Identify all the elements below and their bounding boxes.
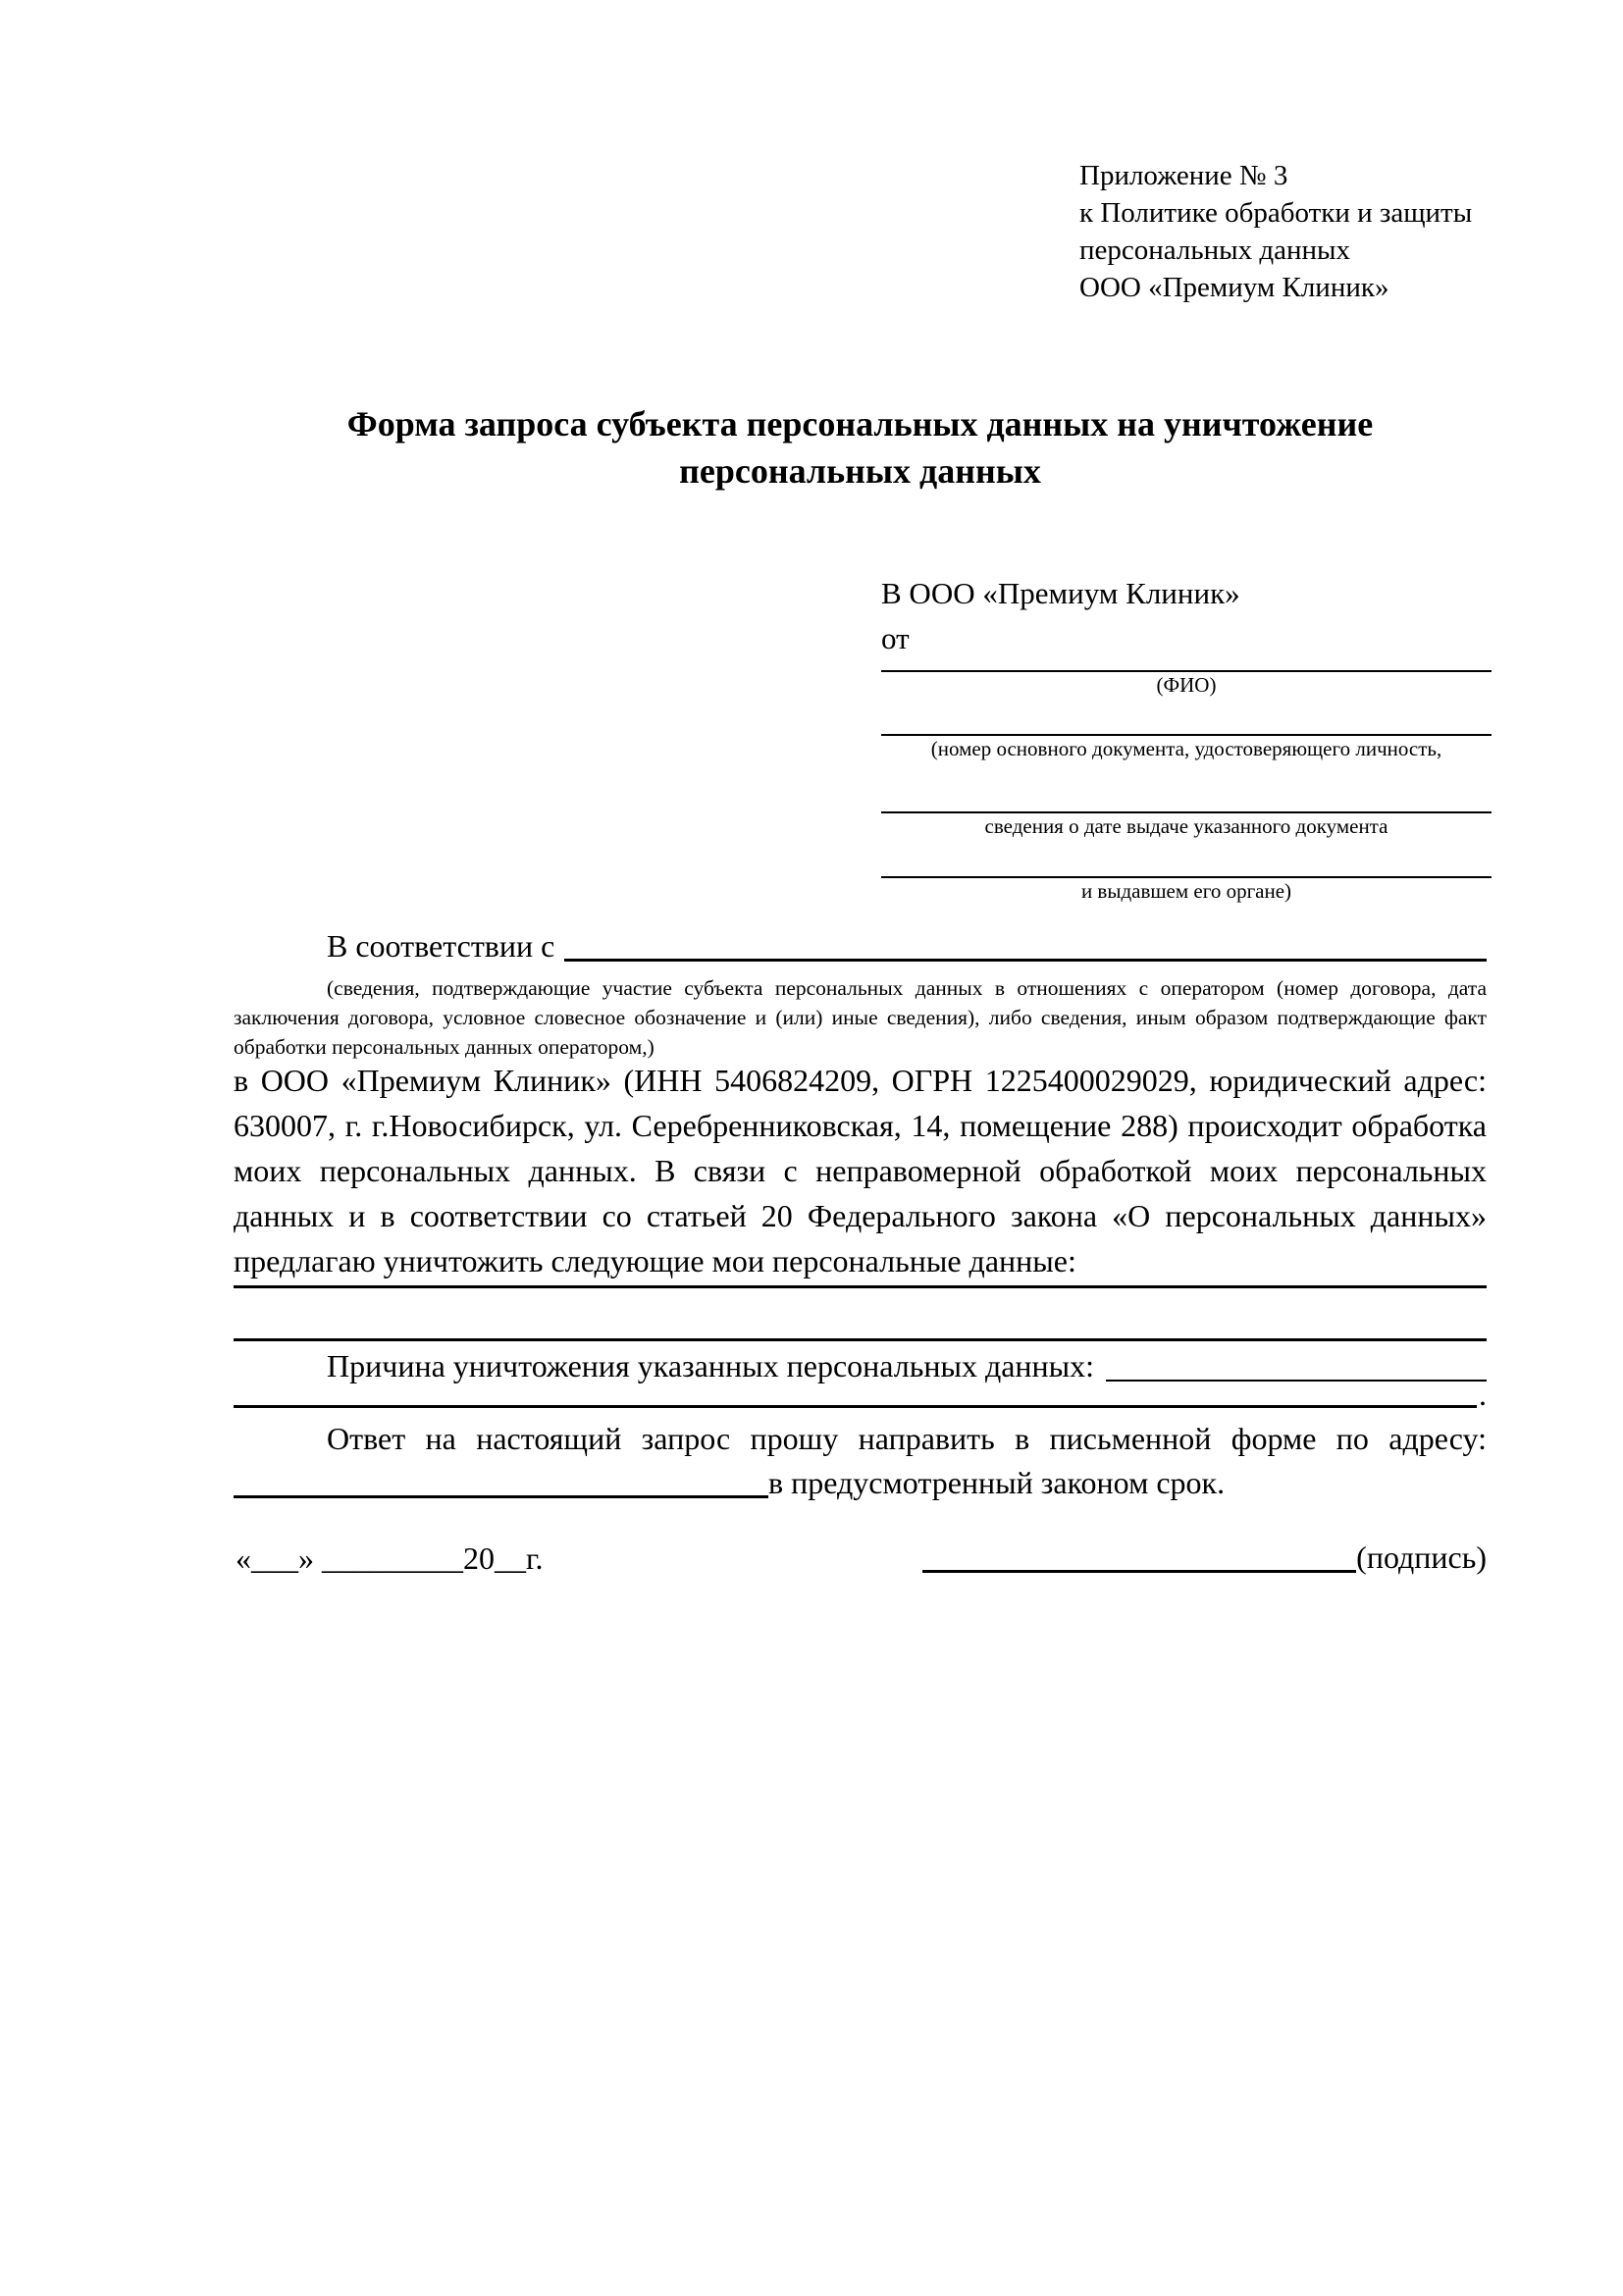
annex-line: персональных данных xyxy=(1079,235,1351,266)
response-paragraph: Ответ на настоящий запрос прошу направить в письменной форме по адресу: xyxy=(327,1421,1487,1456)
annex-line: Приложение № 3 xyxy=(1079,160,1288,191)
signature-caption: (подпись) xyxy=(1356,1539,1487,1575)
data-to-destroy-line-2[interactable] xyxy=(234,1338,1487,1341)
fio-caption: (ФИО) xyxy=(1156,673,1217,697)
accordance-note: (сведения, подтверждающие участие субъекта персональных данных в отношениях с оператором (номер договора, дата заключения договора, условное словесное обозначение и (или) иные сведения), либо сведения, иным образом подтверждающие факт обработки персональных данных оператором,) xyxy=(234,976,1487,1059)
data-to-destroy-line-1[interactable] xyxy=(234,1285,1487,1288)
reason-continuation-line[interactable] xyxy=(234,1405,1477,1408)
signature-input-line[interactable] xyxy=(922,1570,1356,1573)
main-paragraph: в ООО «Премиум Клиник» (ИНН 5406824209, ОГРН 1225400029029, юридический адрес: 630007, г. г.Новосибирск, ул. Серебренниковская, 14, помещение 288) происходит обработка моих персональных данных. В связи с неправомерной обработкой моих персональных данных и в соответствии со статьей 20 Федерального закона «О персональных данных» предлагаю уничтожить следующие мои персональные данные: xyxy=(234,1063,1487,1278)
annex-line: ООО «Премиум Клиник» xyxy=(1079,272,1389,303)
accordance-input-line[interactable] xyxy=(564,959,1487,962)
form-title-wrap xyxy=(234,400,1487,495)
response-tail: в предусмотренный законом срок. xyxy=(768,1465,1226,1500)
reason-continuation-row xyxy=(234,1378,1487,1413)
annex-reference xyxy=(1079,157,1472,306)
doc-issue-date-caption: сведения о дате выдаче указанного документа xyxy=(984,814,1388,838)
addressee-from-label: от xyxy=(881,621,910,655)
address-input-line[interactable] xyxy=(234,1495,768,1498)
doc-number-input-line[interactable] xyxy=(881,699,1492,736)
annex-line: к Политике обработки и защиты xyxy=(1079,197,1473,229)
date-field[interactable]: «___» _________20__г. xyxy=(236,1540,544,1576)
response-address-row xyxy=(234,1464,1487,1503)
signature-row xyxy=(922,1531,1487,1578)
addressee-to: В ООО «Премиум Клиник» xyxy=(881,576,1240,610)
accordance-label: В соответствии с xyxy=(327,928,555,964)
addressee-block xyxy=(881,574,1492,905)
doc-issuer-input-line[interactable] xyxy=(881,840,1492,878)
reason-label: Причина уничтожения указанных персональных данных: xyxy=(327,1348,1095,1383)
reason-line-period: . xyxy=(1479,1377,1487,1412)
form-title: Форма запроса субъекта персональных данных на уничтожение персональных данных xyxy=(346,404,1374,491)
fio-input-line[interactable] xyxy=(881,658,1492,672)
doc-issue-date-input-line[interactable] xyxy=(881,762,1492,813)
doc-issuer-caption: и выдавшем его органе) xyxy=(1080,879,1292,903)
doc-number-caption: (номер основного документа, удостоверяющего личность, xyxy=(930,737,1442,760)
accordance-row xyxy=(234,926,1487,966)
